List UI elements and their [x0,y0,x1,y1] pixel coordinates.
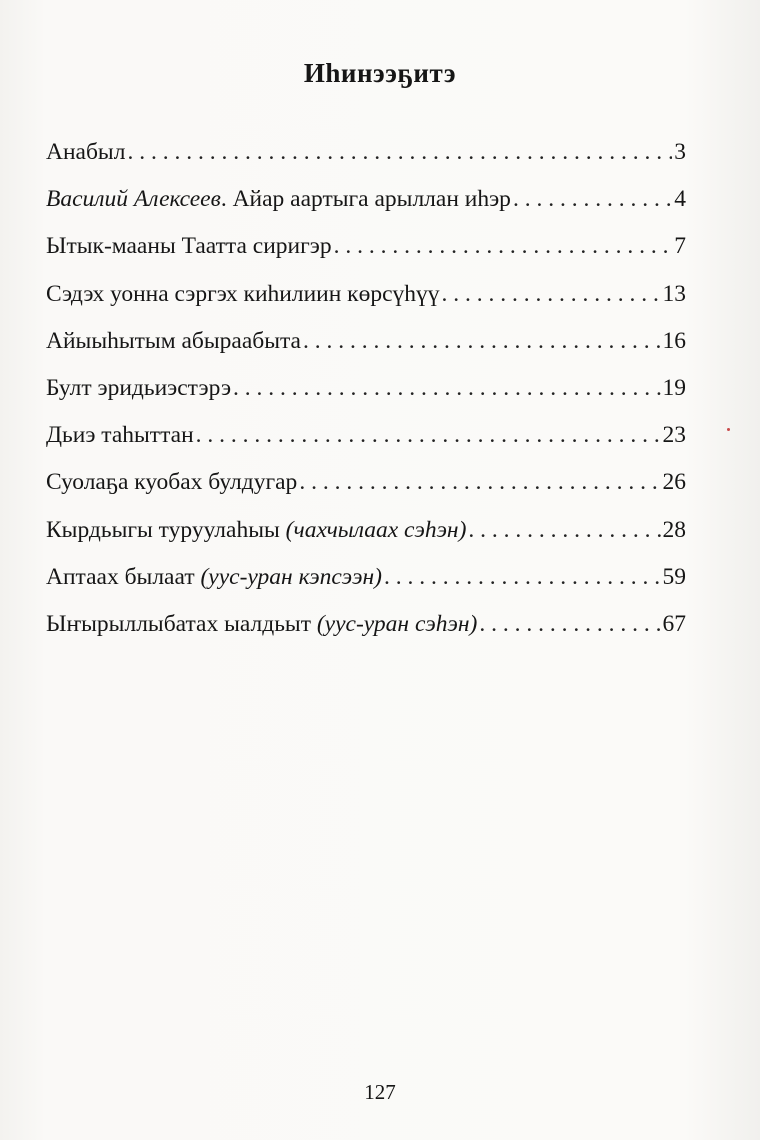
dot-leader [233,368,660,408]
dot-leader [479,604,660,644]
dot-leader [196,415,661,455]
dot-leader [127,132,672,172]
toc-entry [46,226,686,273]
toc-entry-title: Ыҥырыллыбатах ыалдьыт [46,610,317,637]
toc-entry-title: Анабыл [46,139,126,165]
toc-entry-title: . Айар аартыга арыллан иhэр [220,186,511,213]
toc-title: Иhинээҕитэ [303,58,457,88]
toc-entry [46,132,686,179]
ink-speck [727,428,730,431]
toc-entry [46,415,686,462]
toc-entry-genre: (уус-уран сэhэн) [316,610,478,637]
toc-entry-page: 16 [662,327,686,354]
toc-entry-title: Ытык-мааны Таатта сиригэр [46,233,332,260]
toc-entry [46,557,686,604]
dot-leader [384,557,661,597]
toc-entry [46,368,686,415]
dot-leader [299,462,660,502]
toc-entry-title: Сэдэх уонна сэргэх киhилиин көрсүhүү [46,280,440,307]
toc-entry-page: 59 [662,563,686,590]
toc-entry-title: Аптаах былаат [46,563,201,590]
toc-entry-page: 13 [662,280,686,307]
toc-entry-page: 7 [674,233,686,260]
dot-leader [334,226,673,266]
page-number: 127 [364,1080,396,1104]
toc-entry-title: Дьиэ таhыттан [46,422,194,449]
toc-entry-page: 26 [662,469,686,496]
toc-entry-genre: (уус-уран кэпсээн) [200,563,382,590]
toc-entry [46,604,686,651]
toc-entry [46,321,686,368]
table-of-contents [46,132,686,651]
toc-entry [46,510,686,557]
toc-entry-page: 3 [674,139,686,165]
toc-entry [46,462,686,509]
dot-leader [468,510,660,550]
toc-entry-genre: (чахчылаах сэhэн) [285,516,467,543]
toc-entry-title: Суолаҕа куобах булдугар [46,469,298,496]
toc-entry-title: Булт эридьиэстэрэ [46,374,232,401]
toc-entry-title: Кырдьыгы туруулаhыы [46,516,286,543]
toc-entry-author: Василий Алексеев [46,186,221,213]
dot-leader [303,321,661,361]
toc-entry [46,179,686,226]
toc-entry [46,274,686,321]
dot-leader [442,274,661,314]
toc-entry-page: 28 [662,516,686,543]
toc-entry-page: 19 [662,374,686,401]
toc-entry-page: 4 [674,186,686,213]
toc-entry-page: 67 [662,610,686,637]
dot-leader [513,179,672,219]
toc-entry-page: 23 [662,422,686,449]
toc-entry-title: Айыыhытым абыраабыта [46,327,301,354]
